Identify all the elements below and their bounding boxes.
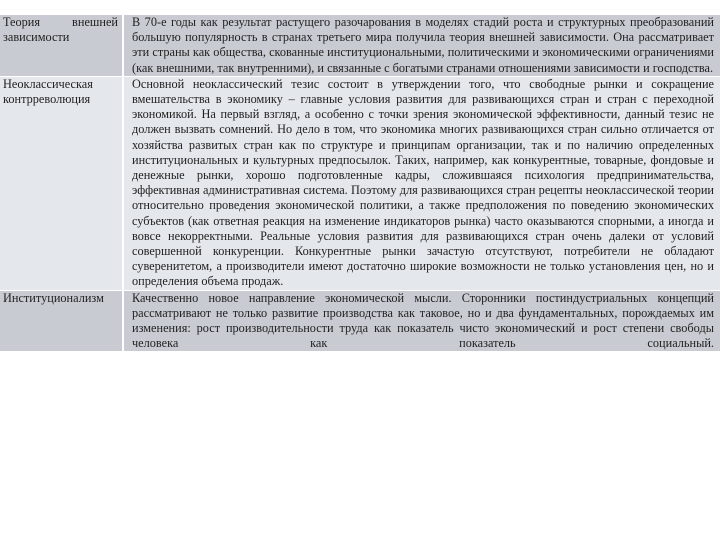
description-cell: В 70-е годы как результат растущего разочарования в моделях стадий роста и структурных преобразований большую популярность в странах третьего мира получила теория внешней зависимости. Она рассматривает эти страны как общества, скованные институциональными, политическими и экономическими ограничениями (как внешними, так внутренними), и связанные с богатыми странами отношениями зависимости и господства. [132,15,714,75]
term-cell: Теория внешней зависимости [0,15,124,76]
term-cell: Институционализм [0,291,124,352]
theories-table [0,15,720,352]
table-row [0,77,720,291]
description-cell: Качественно новое направление экономической мысли. Сторонники постиндустриальных концепций рассматривают не только развитие производства как таковое, но и два фундаментальных, порождаемых им изменения: рост производительности труда как показатель чисто экономический и рост степени свободы человека как показатель социальный. [132,290,714,351]
table-row [0,15,720,77]
term-cell: Неоклассическая контрреволюция [0,77,124,290]
description-cell: Основной неоклассический тезис состоит в утверждении того, что свободные рынки и сокращение вмешательства в экономику – главные условия развития для развивающихся стран и стран с переходной экономикой. На первый взгляд, а особенно с точки зрения экономической эффективности, данный тезис не должен вызвать сомнений. Но дело в том, что экономика многих развивающихся стран сильно отличается от хозяйства развитых стран как по структуре и принципам организации, так и по наличию определенных институциональных и культурных предпосылок. Таких, например, как конкурентные, товарные, фондовые и денежные рынки, хорошо подготовленные кадры, сложившаяся психология предпринимательства, эффективная административная система. Поэтому для развивающихся стран рецепты неоклассической теории относительно проведения экономической политики, а также предположения по поведению экономических субъектов (как ответная реакция на изменение индикаторов рынка) часто оказываются спорными, а иногда и вовсе некорректными. Реальные условия развития для развивающихся стран очень далеки от условий совершенной конкуренции. Конкурентные рынки зачастую отсутствуют, потребители не обладают суверенитетом, а производители имеют достаточно широкие возможности не только установления цен, но и определения объема продаж. [132,76,714,289]
table-row [0,291,720,353]
